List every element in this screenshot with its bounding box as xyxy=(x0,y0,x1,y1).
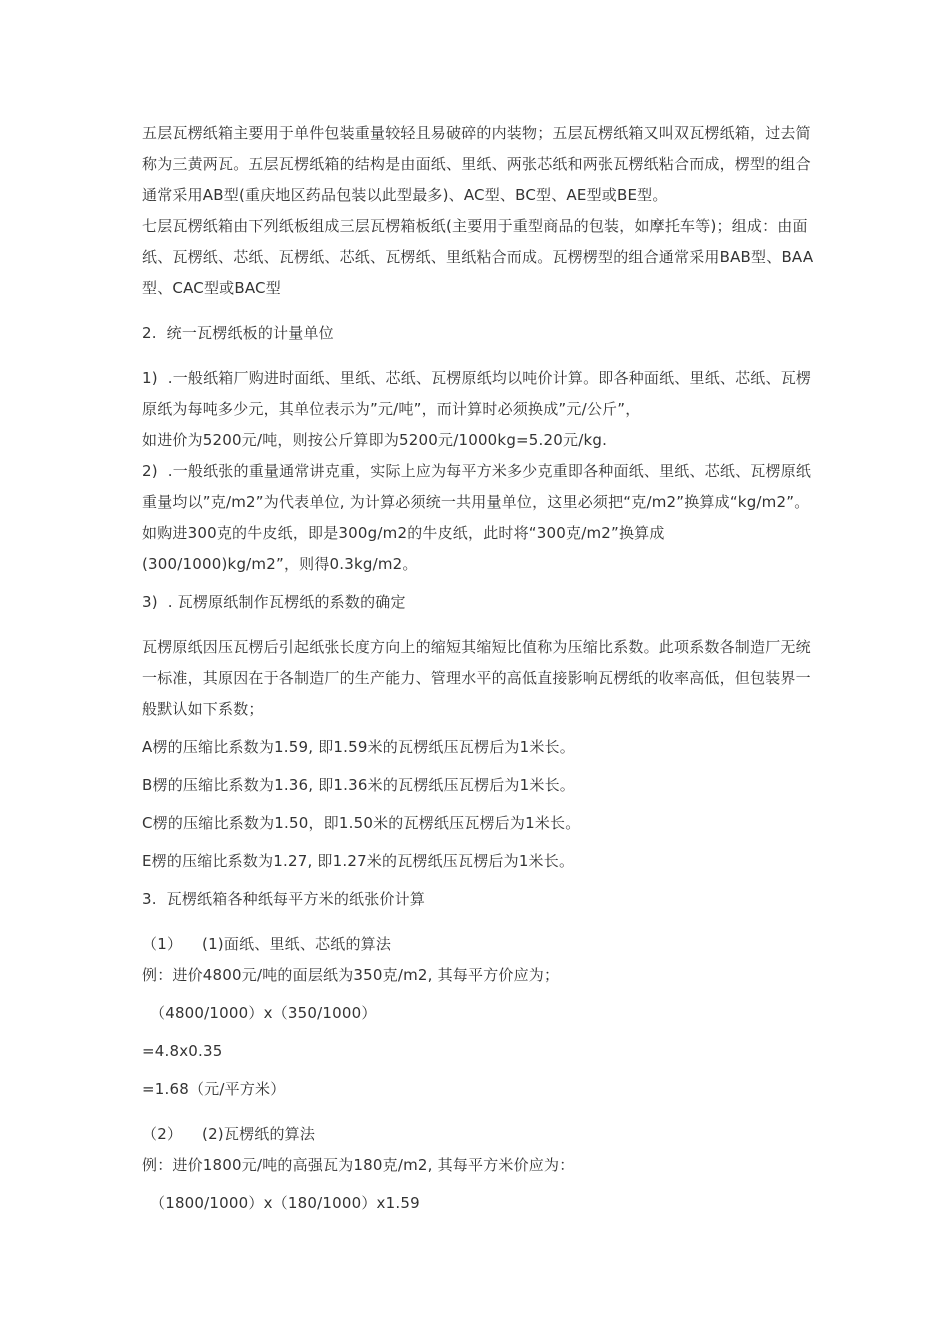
paragraph-seven-layer-box: 七层瓦楞纸箱由下列纸板组成三层瓦楞箱板纸(主要用于重型商品的包装，如摩托车等)；组成：由面纸、瓦楞纸、芯纸、瓦楞纸、芯纸、瓦楞纸、里纸粘合而成。瓦楞楞型的组合通常采用BAB型、BAA型、CAC型或BAC型 xyxy=(142,217,814,297)
paragraph-gram-example: 如购进300克的牛皮纸，即是300g/m2的牛皮纸，此时将“300克/m2”换算成(300/1000)kg/m2”，则得0.3kg/m2。 xyxy=(142,524,665,573)
section-heading-units: 2. 统一瓦楞纸板的计量单位 xyxy=(142,324,334,342)
section-heading-coefficient: 3) . 瓦楞原纸制作瓦楞纸的系数的确定 xyxy=(142,593,406,611)
list-item-c-flute: C楞的压缩比系数为1.50，即1.50米的瓦楞纸压瓦楞后为1米长。 xyxy=(142,814,581,832)
subheading-liner-method: （1） (1)面纸、里纸、芯纸的算法 xyxy=(142,935,392,953)
subheading-flute-method: （2） (2)瓦楞纸的算法 xyxy=(142,1125,316,1143)
section-heading-price-calc: 3. 瓦楞纸箱各种纸每平方米的纸张价计算 xyxy=(142,890,426,908)
list-item-a-flute: A楞的压缩比系数为1.59, 即1.59米的瓦楞纸压瓦楞后为1米长。 xyxy=(142,738,575,756)
list-item-e-flute: E楞的压缩比系数为1.27, 即1.27米的瓦楞纸压瓦楞后为1米长。 xyxy=(142,852,575,870)
document-body xyxy=(142,118,814,1219)
formula-liner-result: =1.68（元/平方米） xyxy=(142,1080,286,1098)
paragraph-ton-example: 如进价为5200元/吨，则按公斤算即为5200元/1000kg=5.20元/kg. xyxy=(142,431,608,449)
paragraph-compression-ratio: 瓦楞原纸因压瓦楞后引起纸张长度方向上的缩短其缩短比值称为压缩比系数。此项系数各制造厂无统一标准，其原因在于各制造厂的生产能力、管理水平的高低直接影响瓦楞纸的收率高低，但包装界一般默认如下系数； xyxy=(142,638,811,718)
formula-liner-step1: （4800/1000）x（350/1000） xyxy=(150,1004,377,1022)
paragraph-ton-price: 1) .一般纸箱厂购进时面纸、里纸、芯纸、瓦楞原纸均以吨价计算。即各种面纸、里纸、芯纸、瓦楞原纸为每吨多少元，其单位表示为”元/吨”，而计算时必须换成”元/公斤”， xyxy=(142,369,812,418)
formula-liner-step2: =4.8x0.35 xyxy=(142,1042,223,1060)
paragraph-gram-weight: 2) .一般纸张的重量通常讲克重，实际上应为每平方米多少克重即各种面纸、里纸、芯纸、瓦楞原纸重量均以”克/m2”为代表单位, 为计算必须统一共用量单位，这里必须把“克/m2”换算成“kg/m2”。 xyxy=(142,462,812,511)
paragraph-five-layer-box: 五层瓦楞纸箱主要用于单件包装重量较轻且易破碎的内装物；五层瓦楞纸箱又叫双瓦楞纸箱，过去简称为三黄两瓦。五层瓦楞纸箱的结构是由面纸、里纸、两张芯纸和两张瓦楞纸粘合而成，楞型的组合通常采用AB型(重庆地区药品包装以此型最多)、AC型、BC型、AE型或BE型。 xyxy=(142,124,811,204)
example-liner: 例：进价4800元/吨的面层纸为350克/m2, 其每平方价应为； xyxy=(142,966,560,984)
formula-flute-step1: （1800/1000）x（180/1000）x1.59 xyxy=(150,1194,420,1212)
example-flute: 例：进价1800元/吨的高强瓦为180克/m2, 其每平方米价应为： xyxy=(142,1156,575,1174)
list-item-b-flute: B楞的压缩比系数为1.36, 即1.36米的瓦楞纸压瓦楞后为1米长。 xyxy=(142,776,575,794)
